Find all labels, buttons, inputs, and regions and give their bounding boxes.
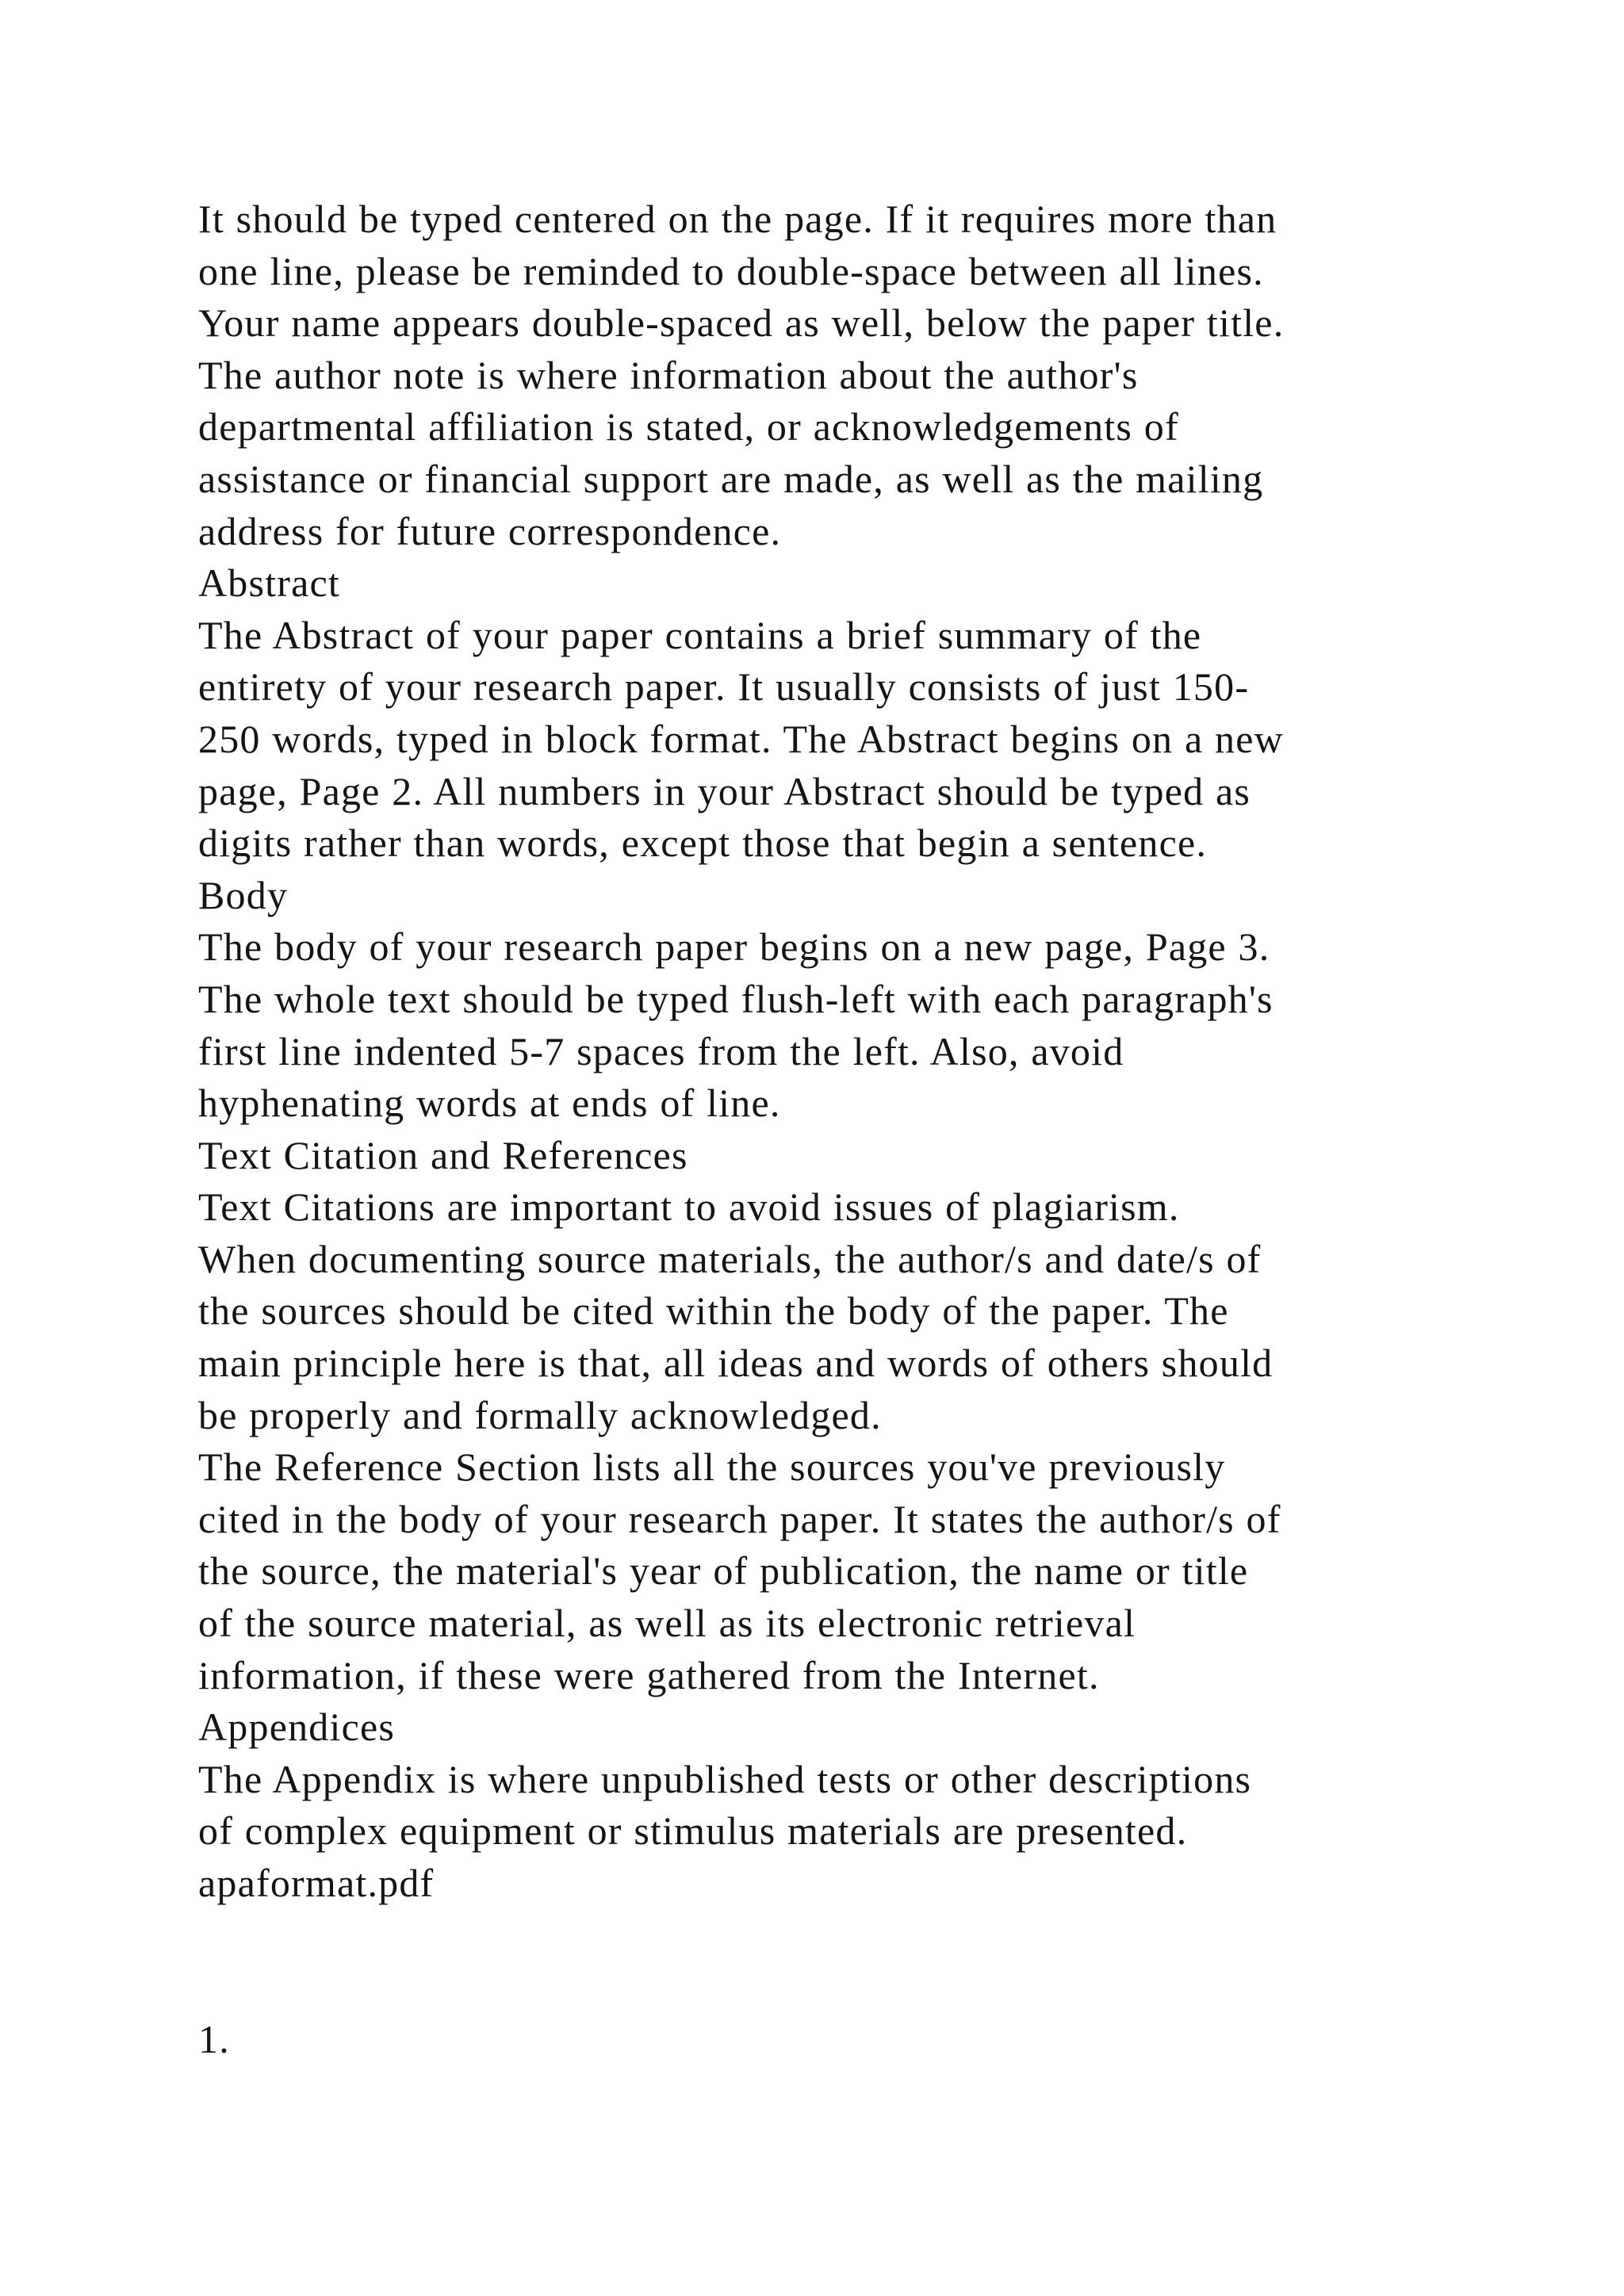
text-line: information, if these were gathered from the Internet.: [198, 1652, 1100, 1697]
text-line: The Abstract of your paper contains a brief summary of the: [198, 612, 1202, 657]
text-line: hyphenating words at ends of line.: [198, 1081, 781, 1126]
text-line: It should be typed centered on the page. If it requires more than: [198, 197, 1277, 241]
section-heading-abstract: Abstract: [198, 561, 340, 606]
text-line: The Appendix is where unpublished tests or other descriptions: [198, 1756, 1252, 1801]
text-line: the source, the material's year of publication, the name or title: [198, 1548, 1249, 1594]
text-line: Text Citations are important to avoid issues of plagiarism.: [198, 1184, 1180, 1230]
section-heading-citations: Text Citation and References: [198, 1132, 688, 1177]
blank-space: [198, 1910, 1499, 2014]
text-line: be properly and formally acknowledged.: [198, 1392, 882, 1437]
text-line: Your name appears double-spaced as well, below the paper title.: [198, 300, 1285, 346]
section-heading-body: Body: [198, 872, 289, 917]
text-line: of complex equipment or stimulus materials are presented.: [198, 1808, 1188, 1854]
text-line: cited in the body of your research paper. It states the author/s of: [198, 1496, 1281, 1541]
text-line: the sources should be cited within the body of the paper. The: [198, 1288, 1229, 1334]
text-line: When documenting source materials, the author/s and date/s of: [198, 1236, 1262, 1281]
document-page: [198, 193, 1499, 2065]
file-reference: apaformat.pdf: [198, 1861, 435, 1905]
text-line: 250 words, typed in block format. The Abstract begins on a new: [198, 716, 1284, 761]
section-heading-appendices: Appendices: [198, 1705, 396, 1750]
text-line: digits rather than words, except those that begin a sentence.: [198, 821, 1208, 866]
text-line: first line indented 5-7 spaces from the left. Also, avoid: [198, 1028, 1124, 1073]
text-line: The body of your research paper begins on a new page, Page 3.: [198, 924, 1270, 970]
text-line: The Reference Section lists all the sources you've previously: [198, 1445, 1226, 1490]
text-line: The whole text should be typed flush-left with each paragraph's: [198, 976, 1274, 1021]
text-line: departmental affiliation is stated, or acknowledgements of: [198, 404, 1179, 450]
text-line: of the source material, as well as its electronic retrieval: [198, 1601, 1136, 1646]
text-line: The author note is where information about the author's: [198, 352, 1139, 397]
text-line: address for future correspondence.: [198, 508, 782, 553]
text-line: entirety of your research paper. It usually consists of just 150-: [198, 664, 1250, 710]
text-line: assistance or financial support are made, as well as the mailing: [198, 456, 1264, 501]
text-line: main principle here is that, all ideas and words of others should: [198, 1341, 1274, 1386]
text-line: one line, please be reminded to double-space between all lines.: [198, 248, 1264, 293]
list-marker: 1.: [198, 2016, 230, 2061]
text-line: page, Page 2. All numbers in your Abstract should be typed as: [198, 768, 1251, 813]
